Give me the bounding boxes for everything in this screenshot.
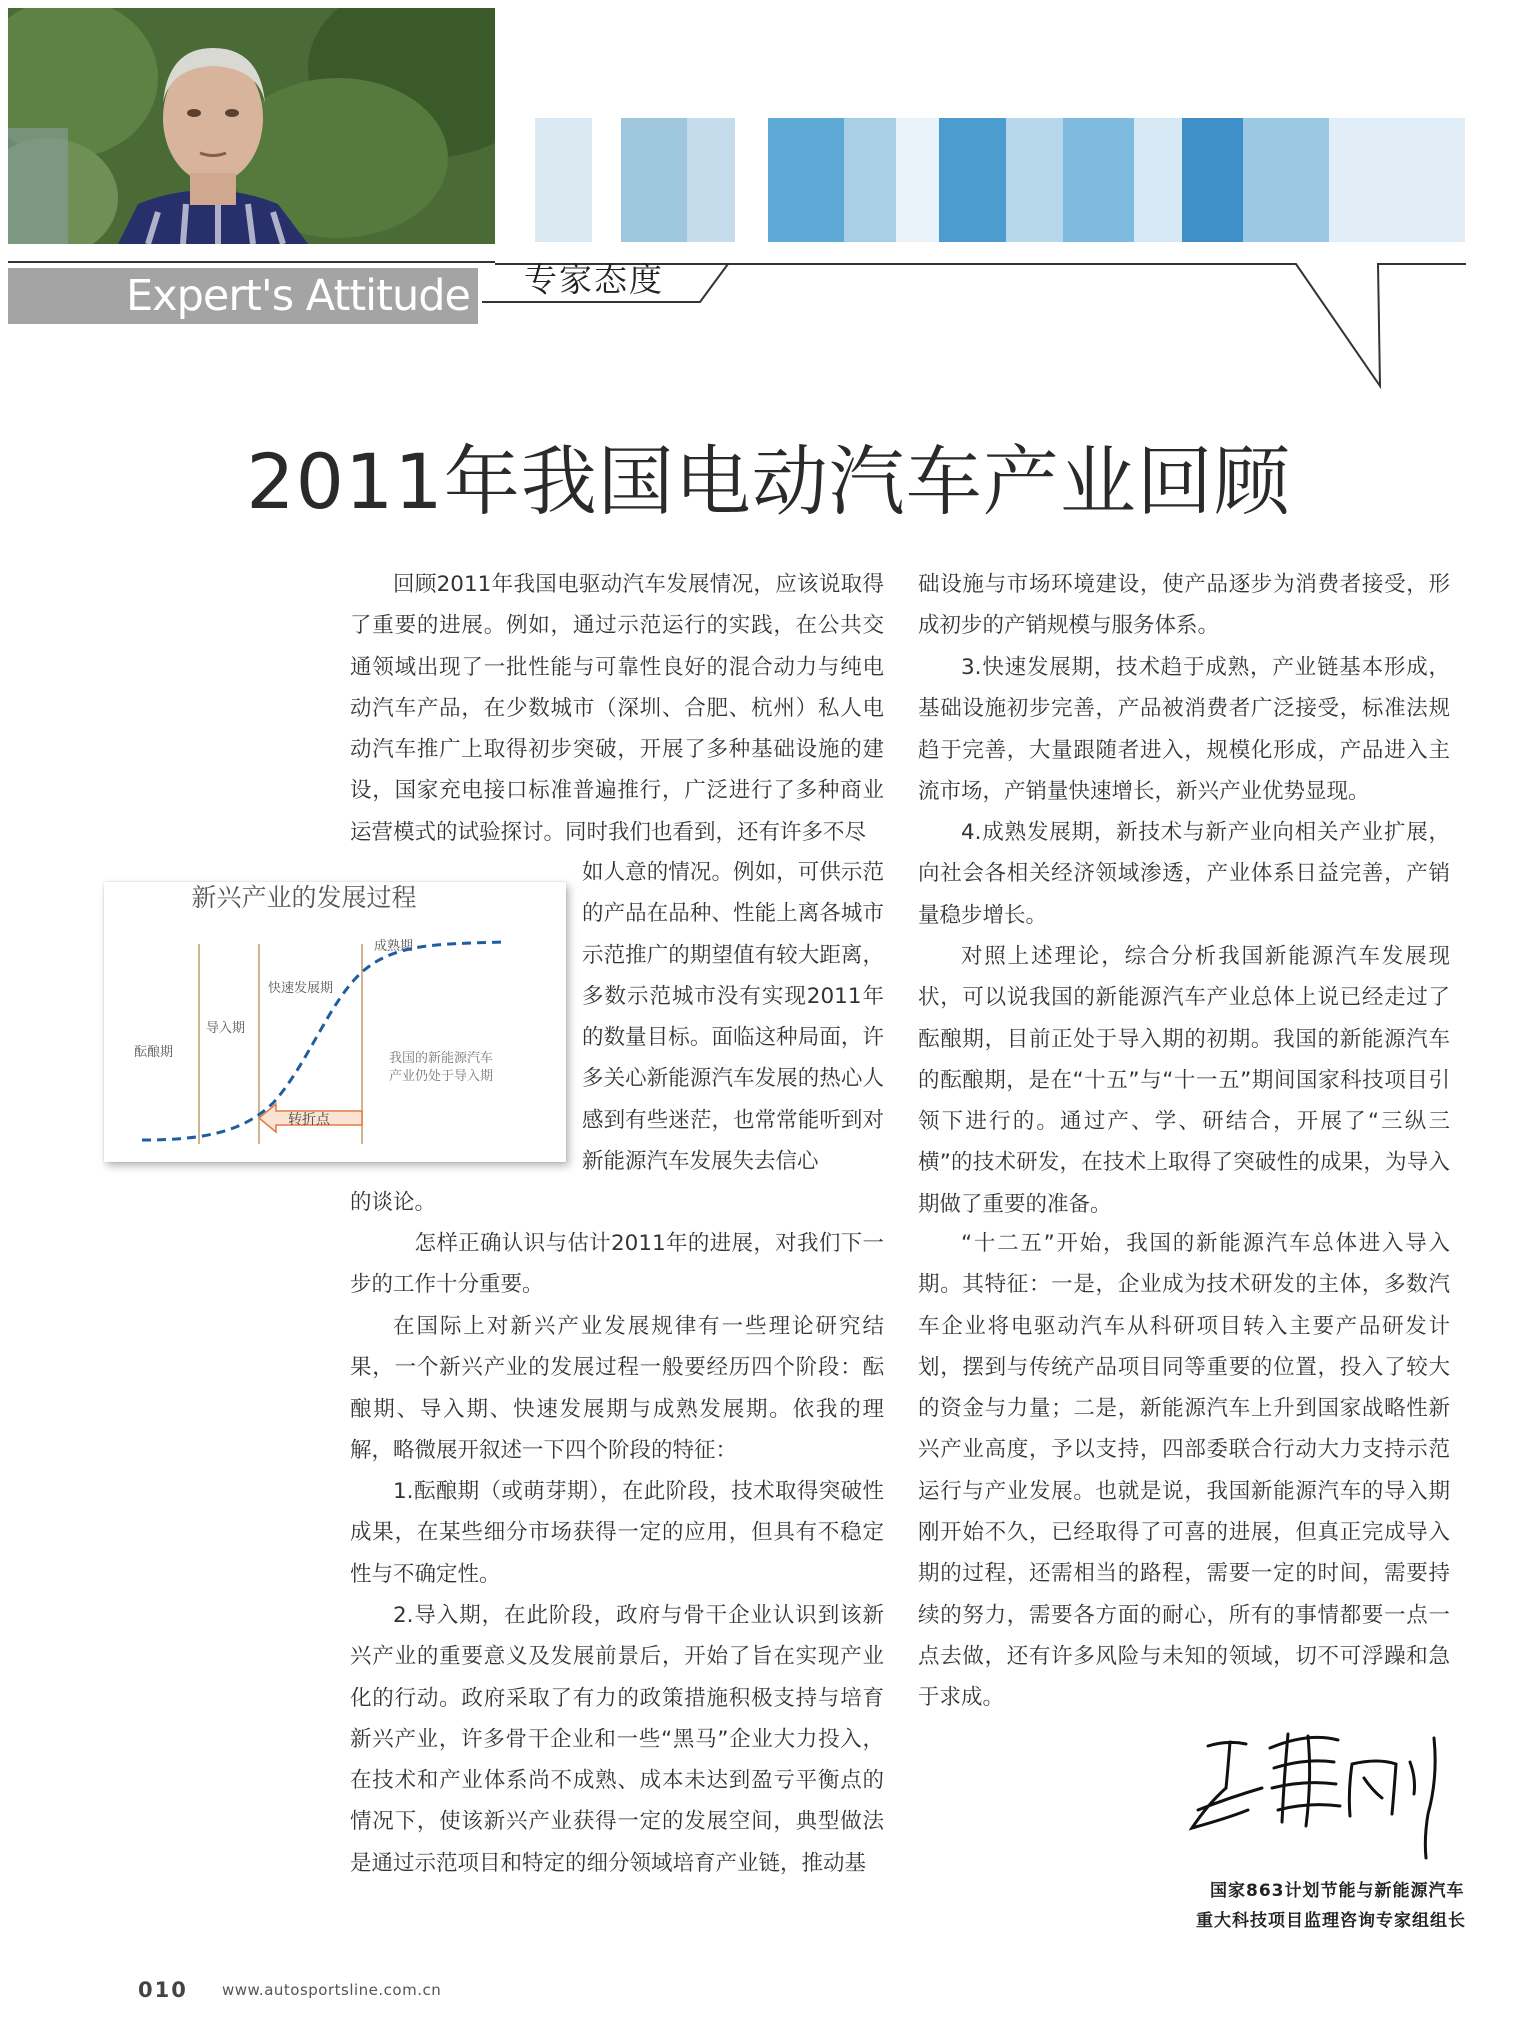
stage-label: 酝酿期 <box>134 1045 174 1060</box>
header-stripe <box>592 118 621 242</box>
header-stripe <box>939 118 1006 242</box>
header-stripe <box>497 118 535 242</box>
header-stripe <box>896 118 939 242</box>
header-stripe <box>735 118 768 242</box>
paragraph: 回顾2011年我国电驱动汽车发展情况，应该说取得了重要的进展。例如，通过示范运行的实践，在公共交通领域出现了一批性能与可靠性良好的混合动力与纯电动汽车产品，在少数城市（深圳、合肥、杭州）私人电动汽车推广上取得初步突破，开展了多种基础设施的建设，国家充电接口标准普遍推行，广泛进行了多种商业运营模式的试验探讨。同时我们也看到，还有许多不尽 <box>350 572 884 845</box>
author-title-line2: 重大科技项目监理咨询专家组组长 <box>1196 1911 1466 1931</box>
header-stripe-band <box>497 118 1465 242</box>
paragraph: 对照上述理论，综合分析我国新能源汽车发展现状，可以说我国的新能源汽车产业总体上说已经走过了酝酿期，目前正处于导入期的初期。我国的新能源汽车的酝酿期，是在“十五”与“十一五”期间国家科技项目引领下进行的。通过产、学、研结合，开展了“三纵三横”的技术研发，在技术上取得了突破性的成果，为导入期做了重要的准备。 <box>918 944 1450 1217</box>
header-stripe <box>1063 118 1134 242</box>
header-stripe <box>768 118 844 242</box>
header-stripe <box>687 118 735 242</box>
header-stripe <box>1182 118 1244 242</box>
article-title: 2011年我国电动汽车产业回顾 <box>246 437 1291 526</box>
figure-note: 我国的新能源汽车 <box>389 1051 494 1066</box>
paragraph: 在国际上对新兴产业发展规律有一些理论研究结果，一个新兴产业的发展过程一般要经历四个阶段：酝酿期、导入期、快速发展期与成熟发展期。依我的理解，略微展开叙述一下四个阶段的特征： <box>350 1314 884 1463</box>
stage-label: 快速发展期 <box>268 981 334 996</box>
industry-stage-figure <box>104 882 566 1162</box>
stage-label: 成熟期 <box>374 939 414 954</box>
paragraph: 怎样正确认识与估计2011年的进展，对我们下一步的工作十分重要。 <box>350 1231 884 1298</box>
paragraph: 4.成熟发展期，新技术与新产业向相关产业扩展，向社会各相关经济领域渗透，产业体系日益完善，产销量稳步增长。 <box>918 820 1450 928</box>
page-number: 010 <box>138 1978 188 2002</box>
paragraph: 1.酝酿期（或萌芽期），在此阶段，技术取得突破性成果，在某些细分市场获得一定的应用，但具有不稳定性与不确定性。 <box>350 1479 884 1587</box>
figure-title: 新兴产业的发展过程 <box>191 883 417 912</box>
section-title-zh: 专家态度 <box>524 260 664 299</box>
header-stripe <box>535 118 592 242</box>
turning-point-label: 转折点 <box>288 1112 330 1128</box>
paragraph: 础设施与市场环境建设，使产品逐步为消费者接受，形成初步的产销规模与服务体系。 <box>918 572 1450 639</box>
website-url: www.autosportsline.com.cn <box>222 1981 442 1999</box>
header-stripe <box>1243 118 1329 242</box>
author-title-line1: 国家863计划节能与新能源汽车 <box>1210 1881 1465 1901</box>
header-stripe <box>1134 118 1182 242</box>
paragraph: “十二五”开始，我国的新能源汽车总体进入导入期。其特征：一是，企业成为技术研发的主体，多数汽车企业将电驱动汽车从科研项目转入主要产品研发计划，摆到与传统产品项目同等重要的位置，投入了较大的资金与力量；二是，新能源汽车上升到国家战略性新兴产业高度，予以支持，四部委联合行动大力支持示范运行与产业发展。也就是说，我国新能源汽车的导入期刚开始不久，已经取得了可喜的进展，但真正完成导入期的过程，还需相当的路程，需要一定的时间，需要持续的努力，需要各方面的耐心，所有的事情都要一点一点去做，还有许多风险与未知的领域，切不可浮躁和急于求成。 <box>918 1231 1450 1711</box>
paragraph: 2.导入期，在此阶段，政府与骨干企业认识到该新兴产业的重要意义及发展前景后，开始了旨在实现产业化的行动。政府采取了有力的政策措施积极支持与培育新兴产业，许多骨干企业和一些“黑马”企业大力投入，在技术和产业体系尚不成熟、成本未达到盈亏平衡点的情况下，使该新兴产业获得一定的发展空间，典型做法是通过示范项目和特定的细分领域培育产业链，推动基 <box>350 1603 884 1876</box>
stage-label: 导入期 <box>206 1021 246 1036</box>
section-title-en: Expert's Attitude <box>126 271 470 321</box>
header-stripe <box>621 118 688 242</box>
header-stripe <box>1006 118 1063 242</box>
author-signature <box>1188 1718 1468 1868</box>
author-photo <box>8 8 495 244</box>
header-stripe <box>844 118 896 242</box>
paragraph-tail: 的谈论。 <box>350 1190 437 1215</box>
header-stripe <box>1329 118 1465 242</box>
paragraph-wrap: 如人意的情况。例如，可供示范的产品在品种、性能上离各城市示范推广的期望值有较大距离，多数示范城市没有实现2011年的数量目标。面临这种局面，许多关心新能源汽车发展的热心人感到有些迷茫，也常常能听到对新能源汽车发展失去信心 <box>582 860 884 1175</box>
paragraph: 3.快速发展期，技术趋于成熟，产业链基本形成，基础设施初步完善，产品被消费者广泛接受，标准法规趋于完善，大量跟随者进入，规模化形成，产品进入主流市场，产销量快速增长，新兴产业优势显现。 <box>918 655 1450 804</box>
figure-note: 产业仍处于导入期 <box>389 1069 494 1084</box>
